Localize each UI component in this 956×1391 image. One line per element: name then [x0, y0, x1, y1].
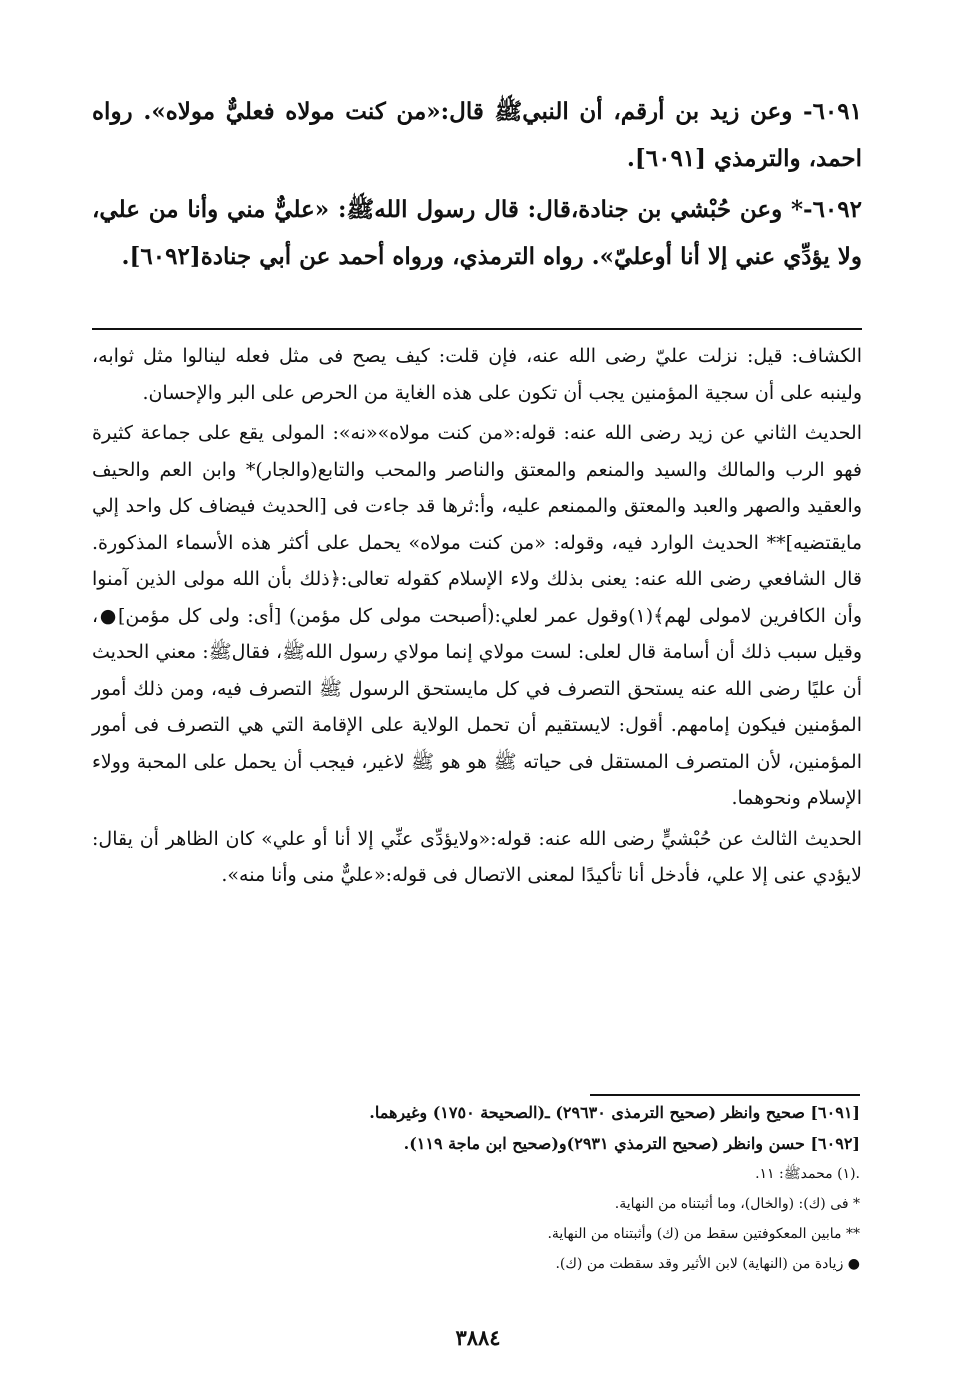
footnote-1: .(١) محمدﷺ: ١١.: [755, 1166, 860, 1182]
footnote-double-star: ** مابين المعكوفتين سقط من (ك) وأثبتناه من النهاية.: [547, 1226, 860, 1242]
footnote-divider: [590, 1094, 860, 1096]
footnote-bullet: ● زيادة من (النهاية) لابن الأثير وقد سقطت من (ك).: [555, 1256, 860, 1272]
hadith-6092: ٦٠٩٢-* وعن حُبْشي بن جنادة،قال: قال رسول اللهﷺ: «عليٌّ مني وأنا من علي، ولا يؤدِّي عني إلا أنا أوعليّ». رواه الترمذي، ورواه أحمد عن أبي جنادة[٦٠٩٢].: [92, 196, 862, 270]
commentary-second-hadith: الحديث الثاني عن زيد رضى الله عنه: قوله:«من كنت مولاه»«نه»: المولى يقع على جماعة كثيرة فهو الرب والمالك والسيد والمنعم والمعتق والناصر والمحب والتابع(والجار)* وابن العم والحيف والعقيد والصهر والعبد والمعتق والممنعم عليه، وأ:ثرها قد جاءت فى [الحديث فيضاف كل واحد إلي مايقتضيه]** الحديث الوارد فيه، وقوله: «من كنت مولاه» يحمل على أكثر هذه الأسماء المذكورة. قال الشافعي رضى الله عنه: يعنى بذلك ولاء الإسلام كقوله تعالى:﴿ذلك بأن الله مولى الذين آمنوا وأن الكافرين لامولى لهم﴾(١)وقول عمر لعلي:(أصبحت مولى كل مؤمن) [أى: ولى كل مؤمن]●، وقيل سبب ذلك أن أسامة قال لعلى: لست مولاي إنما مولاي رسول اللهﷺ، فقالﷺ: معني الحديث أن عليًا رضى الله عنه يستحق التصرف في كل مايستحق الرسول ﷺ التصرف فيه، ومن ذلك أمور المؤمنين فيكون إمامهم. أقول: لايستقيم أن تحمل الولاية على الإقامة التي هي التصرف فى أمور المؤمنين، لأن المتصرف المستقل فى حياته ﷺ هو هو ﷺ لاغير، فيجب أن يحمل على المحبة وولاء الإسلام ونحوهما.: [92, 422, 862, 809]
page-number: ٣٨٨٤: [455, 1325, 501, 1350]
section-divider: [92, 328, 862, 330]
commentary-section: [92, 338, 862, 898]
footnote-6091: [٦٠٩١] صحيح وانظر (صحيح الترمذى ٢٩٦٣٠) ـ(الصحيحة ١٧٥٠) وغيرهما.: [369, 1103, 860, 1122]
footnotes-section: [180, 1098, 860, 1279]
footnote-6092: [٦٠٩٢] حسن وانظر (صحيح الترمذي ٢٩٣١)و(صحيح ابن ماجة ١١٩).: [403, 1133, 860, 1153]
footnote-star: * فى (ك): (والخال)، وما أثبتناه من النهاية.: [614, 1196, 860, 1212]
hadith-section: [92, 88, 862, 284]
commentary-kashshaf: الكشاف: قيل: نزلت عليّ رضى الله عنه، فإن قلت: كيف يصح فى مثل فعله لينالوا مثل ثوابه، ولينبه على أن سجية المؤمنين يجب أن تكون على هذه الغاية من الحرص على البر والإحسان.: [92, 345, 862, 404]
hadith-6091: ٦٠٩١- وعن زيد بن أرقم، أن النبيﷺ قال:«من كنت مولاه فعليٌّ مولاه». رواه احمد، والترمذي [٦٠٩١].: [92, 98, 862, 172]
commentary-third-hadith: الحديث الثالث عن حُبْشيٍّ رضى الله عنه: قوله:«ولايؤدِّى عنِّي إلا أنا أو علي» كان الظاهر أن يقال: لايؤدي عنى إلا علي، فأدخل أنا تأكيدًا لمعنى الاتصال فى قوله:«عليٌّ منى وأنا منه».: [92, 827, 862, 886]
